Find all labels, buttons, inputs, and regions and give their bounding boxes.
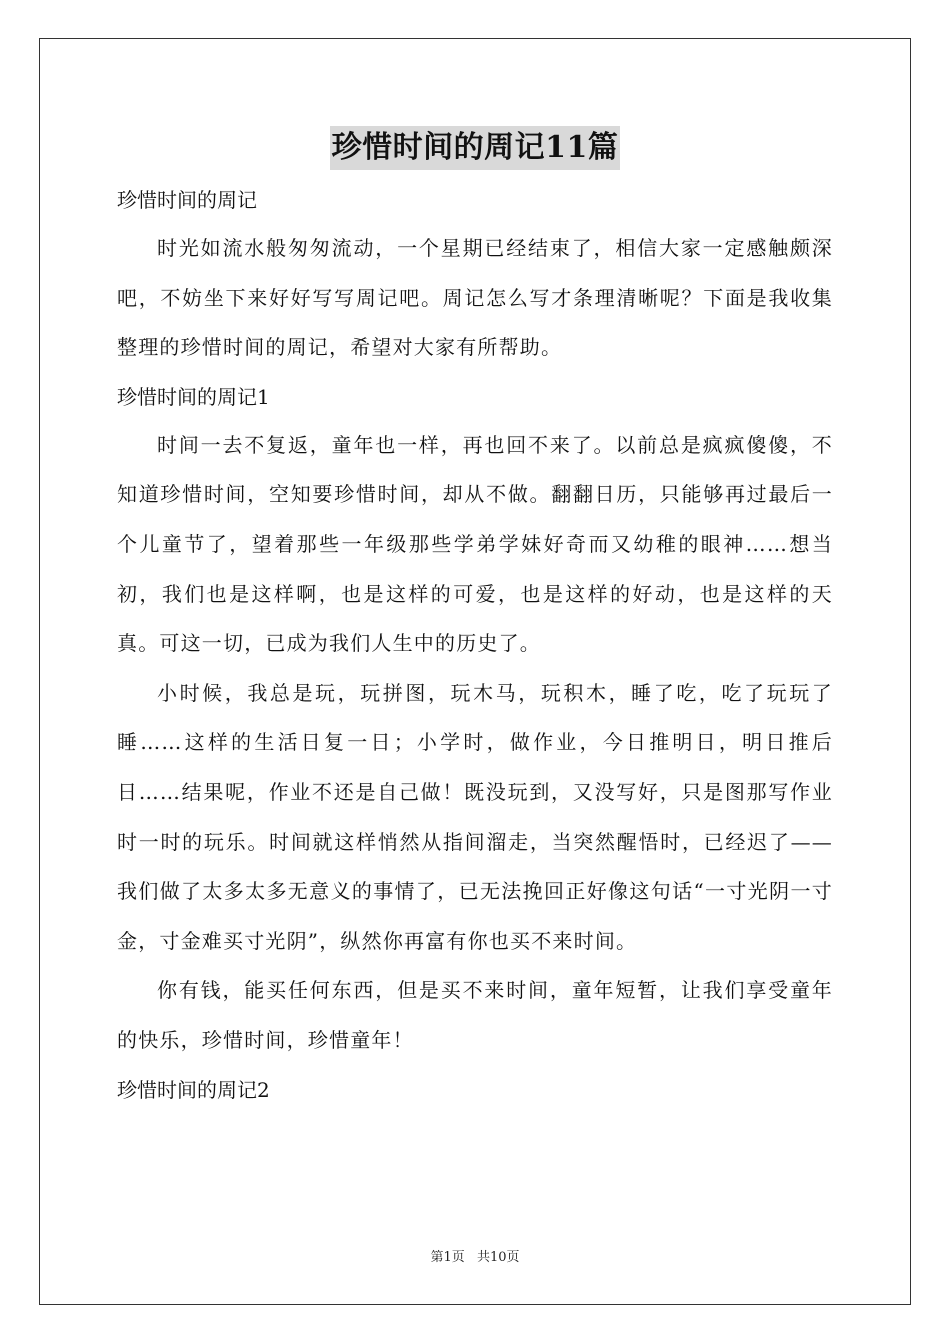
body-paragraph: 时间一去不复返，童年也一样，再也回不来了。以前总是疯疯傻傻，不知道珍惜时间，空知要珍惜时间，却从不做。翻翻日历，只能够再过最后一个儿童节了，望着那些一年级那些学弟学妹好奇而又幼稚的眼神……想当初，我们也是这样啊，也是这样的可爱，也是这样的好动，也是这样的天真。可这一切，已成为我们人生中的历史了。 [117, 432, 833, 656]
document-title: 珍惜时间的周记11篇 [330, 126, 621, 170]
title-container [0, 126, 950, 170]
section-heading: 珍惜时间的周记1 [117, 384, 270, 409]
page-footer [0, 1246, 950, 1265]
section-heading: 珍惜时间的周记2 [117, 1077, 270, 1102]
page-total: 共10页 [476, 1250, 520, 1265]
body-paragraph: 你有钱，能买任何东西，但是买不来时间，童年短暂，让我们享受童年的快乐，珍惜时间，珍惜童年！ [117, 978, 833, 1052]
page-number: 第1页 [430, 1250, 465, 1265]
document-body [117, 176, 833, 1114]
section-heading: 珍惜时间的周记 [117, 188, 257, 212]
body-paragraph: 小时候，我总是玩，玩拼图，玩木马，玩积木，睡了吃，吃了玩玩了睡……这样的生活日复一日；小学时，做作业，今日推明日，明日推后日……结果呢，作业不还是自己做！既没玩到，又没写好，只是图那写作业时一时的玩乐。时间就这样悄然从指间溜走，当突然醒悟时，已经迟了——我们做了太多太多无意义的事情了，已无法挽回正好像这句话“一寸光阴一寸金，寸金难买寸光阴”，纵然你再富有你也买不来时间。 [117, 680, 833, 953]
intro-paragraph: 时光如流水般匆匆流动，一个星期已经结束了，相信大家一定感触颇深吧，不妨坐下来好好写写周记吧。周记怎么写才条理清晰呢？下面是我收集整理的珍惜时间的周记，希望对大家有所帮助。 [117, 236, 833, 360]
